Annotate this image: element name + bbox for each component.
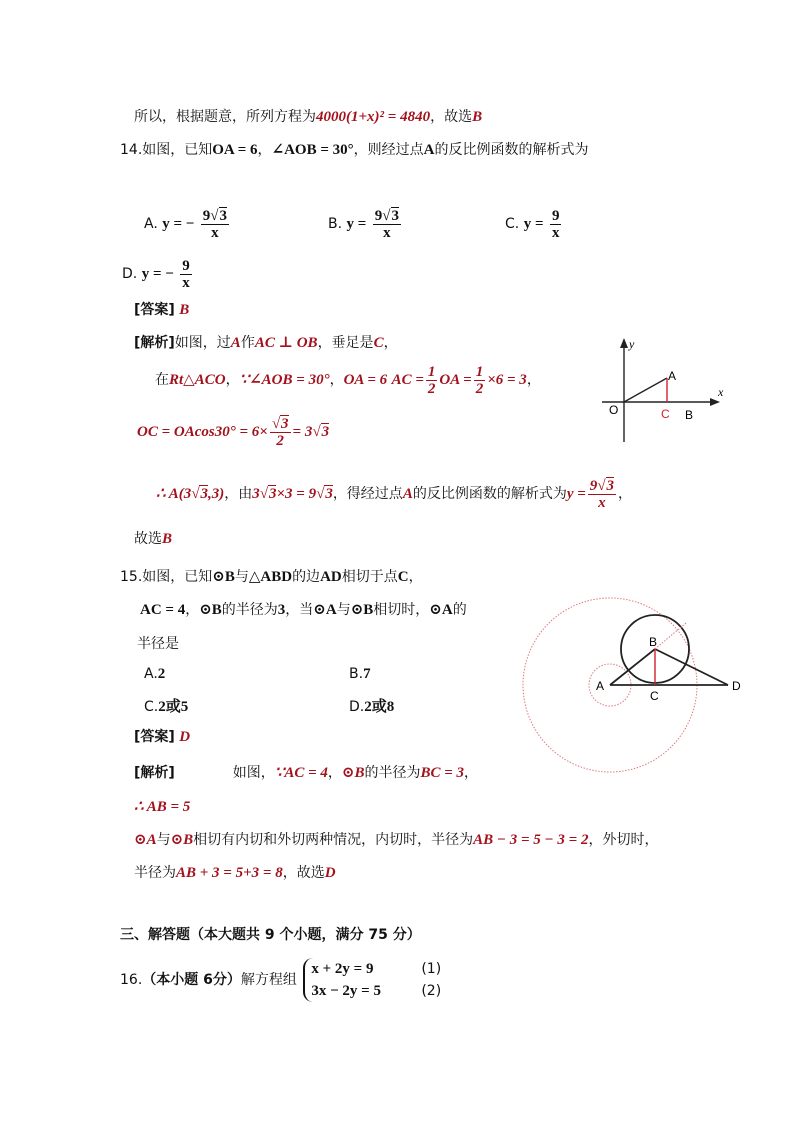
segment-ab <box>610 649 655 685</box>
q14-option-d: D. y = − $\frac{9}{x}$ <box>122 257 190 291</box>
q15-analysis-line2: ∴ AB = 5 <box>134 799 191 815</box>
q14-option-b: B. y = $\frac{9√3}{x}$ <box>328 207 400 241</box>
q16: 16.（本小题 6分）解方程组 x + 2y = 9 (1) 3x − 2y = 5 (2) <box>120 958 441 1002</box>
q14-figure <box>598 332 738 447</box>
answer-choice: B <box>472 109 483 125</box>
point-o-label: O <box>609 403 619 417</box>
point-b-label: B <box>649 635 658 649</box>
equation-system: x + 2y = 9 (1) 3x − 2y = 5 (2) <box>303 958 441 1002</box>
x-axis-arrow <box>710 398 720 406</box>
q14-analysis-line3: OC = OAcos30° = 6× $\frac{√3}{2}$ = 3√3 <box>137 415 330 449</box>
q15-option-a: A.2 <box>144 666 166 682</box>
q14-option-a: A. y = − $\frac{9√3}{x}$ <box>144 207 228 241</box>
q15-answer: [答案] D <box>134 729 191 745</box>
y-axis-arrow <box>620 338 628 348</box>
q15-option-d: D.2或8 <box>349 699 395 715</box>
section-3-title: 三、解答题（本大题共 9 个小题，满分 75 分） <box>120 927 421 943</box>
q14-stem: 14.如图，已知OA = 6，∠AOB = 30°，则经过点A的反比例函数的解析式为 <box>120 142 589 158</box>
q14-option-c: C. y = $\frac{9}{x}$ <box>505 207 560 241</box>
point-c-label: C <box>661 407 670 421</box>
segment-bd <box>655 649 728 685</box>
point-a-label: A <box>596 679 605 693</box>
q13-conclusion: 所以，根据题意，所列方程为4000(1+x)² = 4840，故选B <box>134 109 483 125</box>
q15-option-c: C.2或5 <box>144 699 189 715</box>
point-c-label: C <box>650 689 659 703</box>
q15-analysis-line4: 半径为AB + 3 = 5+3 = 8，故选D <box>134 865 336 881</box>
q14-analysis-line2: 在Rt△ACO，∵∠AOB = 30°，OA = 6 AC = $\frac{1}{2}$ OA = $\frac{1}{2}$ ×6 = 3， <box>155 363 541 397</box>
point-b-label: B <box>685 408 694 422</box>
q15-analysis-line3: ⊙A与⊙B相切有内切和外切两种情况，内切时，半径为AB − 3 = 5 − 3 = 2，外切时， <box>134 832 659 848</box>
q15-stem-line1: 15.如图，已知⊙B与△ABD的边AD相切于点C， <box>120 569 423 585</box>
q15-stem-line2: AC = 4，⊙B的半径为3，当⊙A与⊙B相切时，⊙A的 <box>140 602 467 618</box>
q15-analysis-line1: [解析] 如图，∵AC = 4，⊙B的半径为BC = 3， <box>134 765 479 781</box>
q15-stem-line3: 半径是 <box>137 636 179 652</box>
point-a-label: A <box>668 369 677 383</box>
q15-option-b: B.7 <box>349 666 371 682</box>
equation: 4000(1+x)² = 4840 <box>316 109 431 125</box>
q14-analysis-line4: ∴ A(3√3,3)，由3√3×3 = 9√3，得经过点A的反比例函数的解析式为y = $\frac{9√3}{x}$ ， <box>156 477 633 511</box>
segment-oa <box>624 378 667 402</box>
q14-analysis-line5: 故选B <box>134 531 173 547</box>
q15-figure <box>518 597 778 792</box>
y-axis-label: y <box>629 337 635 351</box>
x-axis-label: x <box>718 385 724 399</box>
q14-analysis-line1: [解析]如图，过A作AC ⊥ OB，垂足是C， <box>134 335 398 351</box>
point-d-label: D <box>732 679 741 693</box>
q14-answer: [答案] B <box>134 302 190 318</box>
